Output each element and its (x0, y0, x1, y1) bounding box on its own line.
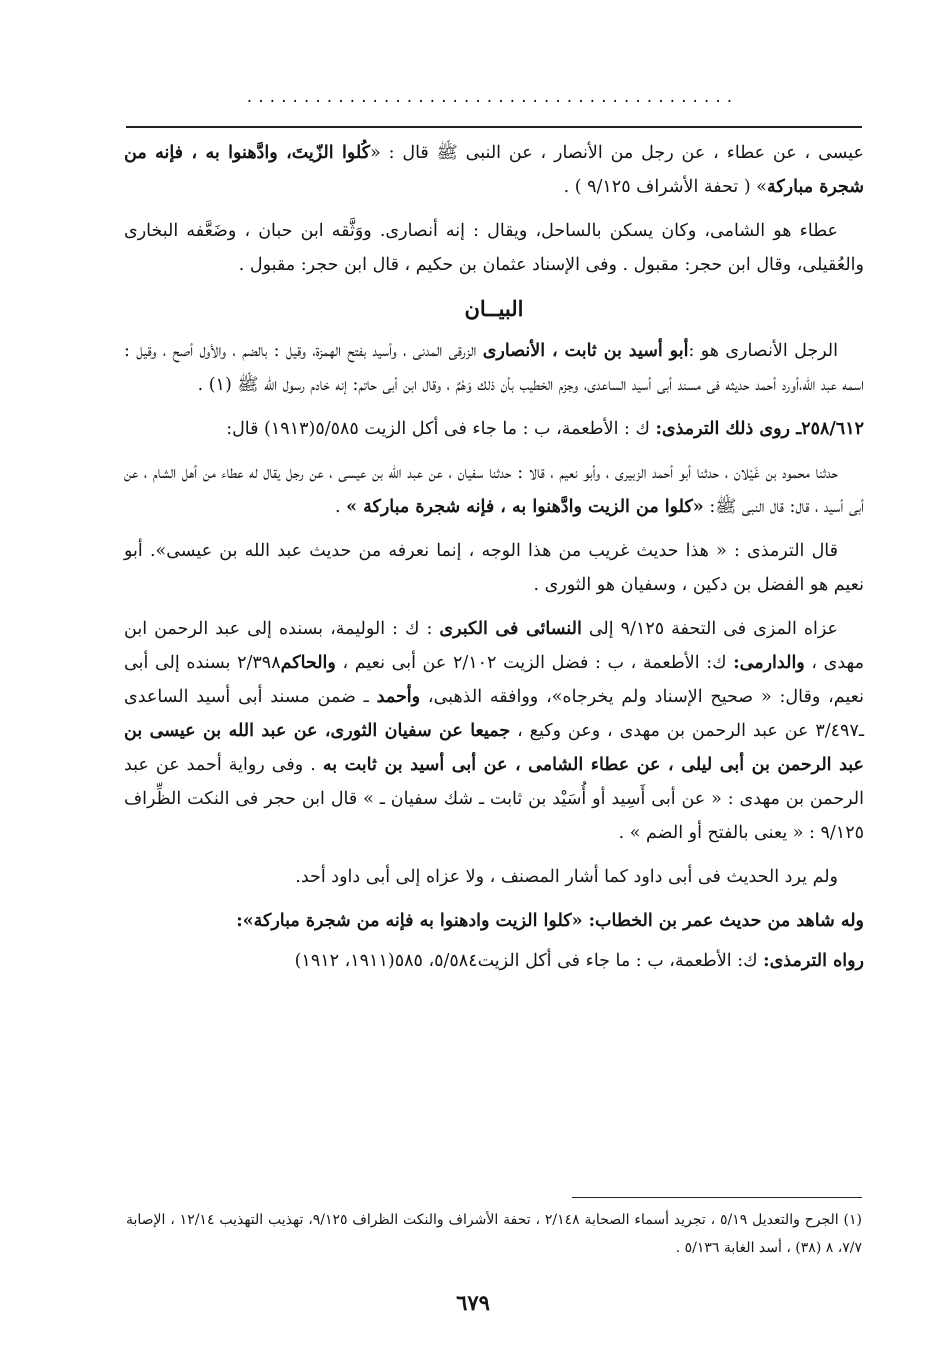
main-text (124, 136, 864, 988)
paragraph-takhrij: عزاه المزى فى التحفة ٩/١٢٥ إلى النسائى فى الكبرى : ك : الوليمة، بسنده إلى عبد الرحمن ابن مهدى ، والدارمى: ك: الأطعمة ، ب : فضل الزيت ٢/١٠٢ عن أبى نعيم ، والحاكم٢/٣٩٨ بسنده إلى أبى نعيم، وقال: « صحيح الإسناد ولم يخرجاه»، ووافقه الذهبى، وأحمد ـ ضمن مسند أبى أسيد الساعدى ـ٣/٤٩٧ عن عبد الرحمن بن مهدى ، وعن وكيع ، جميعا عن سفيان الثورى، عن عبد الله بن عيسى بن عبد الرحمن بن أبى ليلى ، عن عطاء الشامى ، عن أبى أسيد بن ثابت به . وفى رواية أحمد عن عبد الرحمن بن مهدى : « عن أبى أَسِيد أو أُسَيْد بن ثابت ـ شك سفيان ـ » قال ابن حجر فى النكت الظِّراف ٩/١٢٥ : « يعنى بالفتح أو الضم » . (124, 619, 864, 843)
footnote: (١) الجرح والتعديل ٥/١٩ ، تجريد أسماء الصحابة ٢/١٤٨ ، تحفة الأشراف والنكت الظراف ٩/١٢٥، تهذيب التهذيب ١٢/١٤ ، الإصابة ٧/٧، ٨ (٣٨) ، أسد الغابة ٥/١٣٦ . (126, 1212, 862, 1256)
paragraph-tirmidhi-comment: قال الترمذى : « هذا حديث غريب من هذا الوجه ، إنما نعرفه من حديث عبد الله بن عيسى». أبو نعيم هو الفضل بن دكين ، وسفيان هو الثورى . (124, 541, 864, 595)
page-number: ٦٧٩ (456, 1290, 490, 1315)
paragraph-abu-dawud-note: ولم يرد الحديث فى أبى داود كما أشار المصنف ، ولا عزاه إلى أبى داود أحد. (295, 867, 838, 887)
paragraph-hadith-text: عيسى ، عن عطاء ، عن رجل من الأنصار ، عن النبى ﷺ قال : «كُلوا الزّيتَ، وادَّهنوا به ، فإنه من شجرة مباركة» ( تحفة الأشراف ٩/١٢٥ ) . (124, 143, 864, 197)
top-dotted-line: ........................................... (245, 90, 737, 106)
top-rule (126, 126, 862, 128)
footnote-rule (572, 1197, 862, 1198)
paragraph-ata-narrator: عطاء هو الشامى، وكان يسكن بالساحل، ويقال : إنه أنصارى. ووَثَّقه ابن حبان ، وضَعَّفه البخارى والعُقيلى، وقال ابن حجر: مقبول . وفى الإسناد عثمان بن حكيم ، قال ابن حجر: مقبول . (124, 221, 864, 275)
paragraph-witness: وله شاهد من حديث عمر بن الخطاب: «كلوا الزيت وادهنوا به فإنه من شجرة مباركة»: (236, 911, 864, 931)
paragraph-isnad: حدثنا محمود بن غَيْلان ، حدثنا أبو أحمد الزبيرى ، وأبو نعيم ، قالا : حدثنا سفيان ، عن عبد الله بن عيسى ، عن رجل يقال له عطاء من أهل الشام ، عن أبى أسيد ، قال: قال النبى ﷺ: «كلوا من الزيت وادَّهنوا به ، فإنه شجرة مباركة » . (124, 463, 864, 517)
paragraph-tirmidhi-ref: ٢٥٨/٦١٢ـ روى ذلك الترمذى: ك : الأطعمة، ب : ما جاء فى أكل الزيت ٥/٥٨٥(١٩١٣) قال: (226, 419, 864, 439)
paragraph-ansari-man: الرجل الأنصارى هو :أبو أسيد بن ثابت ، الأنصارى الزرقى المدنى ، وأسيد بفتح الهمزة، وقيل : بالضم ، والأول أصح ، وقيل : اسمه عبد الله،أورد أحمد حديثه فى مسند أبى أسيد الساعدى، وجزم الخطيب بأن ذلك وَهْمٌ ، وقال ابن أبى حاتم: إنه خادم رسول الله ﷺ (١) . (124, 341, 864, 395)
section-title: البيــان (464, 296, 524, 321)
paragraph-witness-ref: رواه الترمذى: ك: الأطعمة، ب : ما جاء فى أكل الزيت٥/٥٨٤، ٥٨٥(١٩١١، ١٩١٢) (294, 951, 864, 971)
